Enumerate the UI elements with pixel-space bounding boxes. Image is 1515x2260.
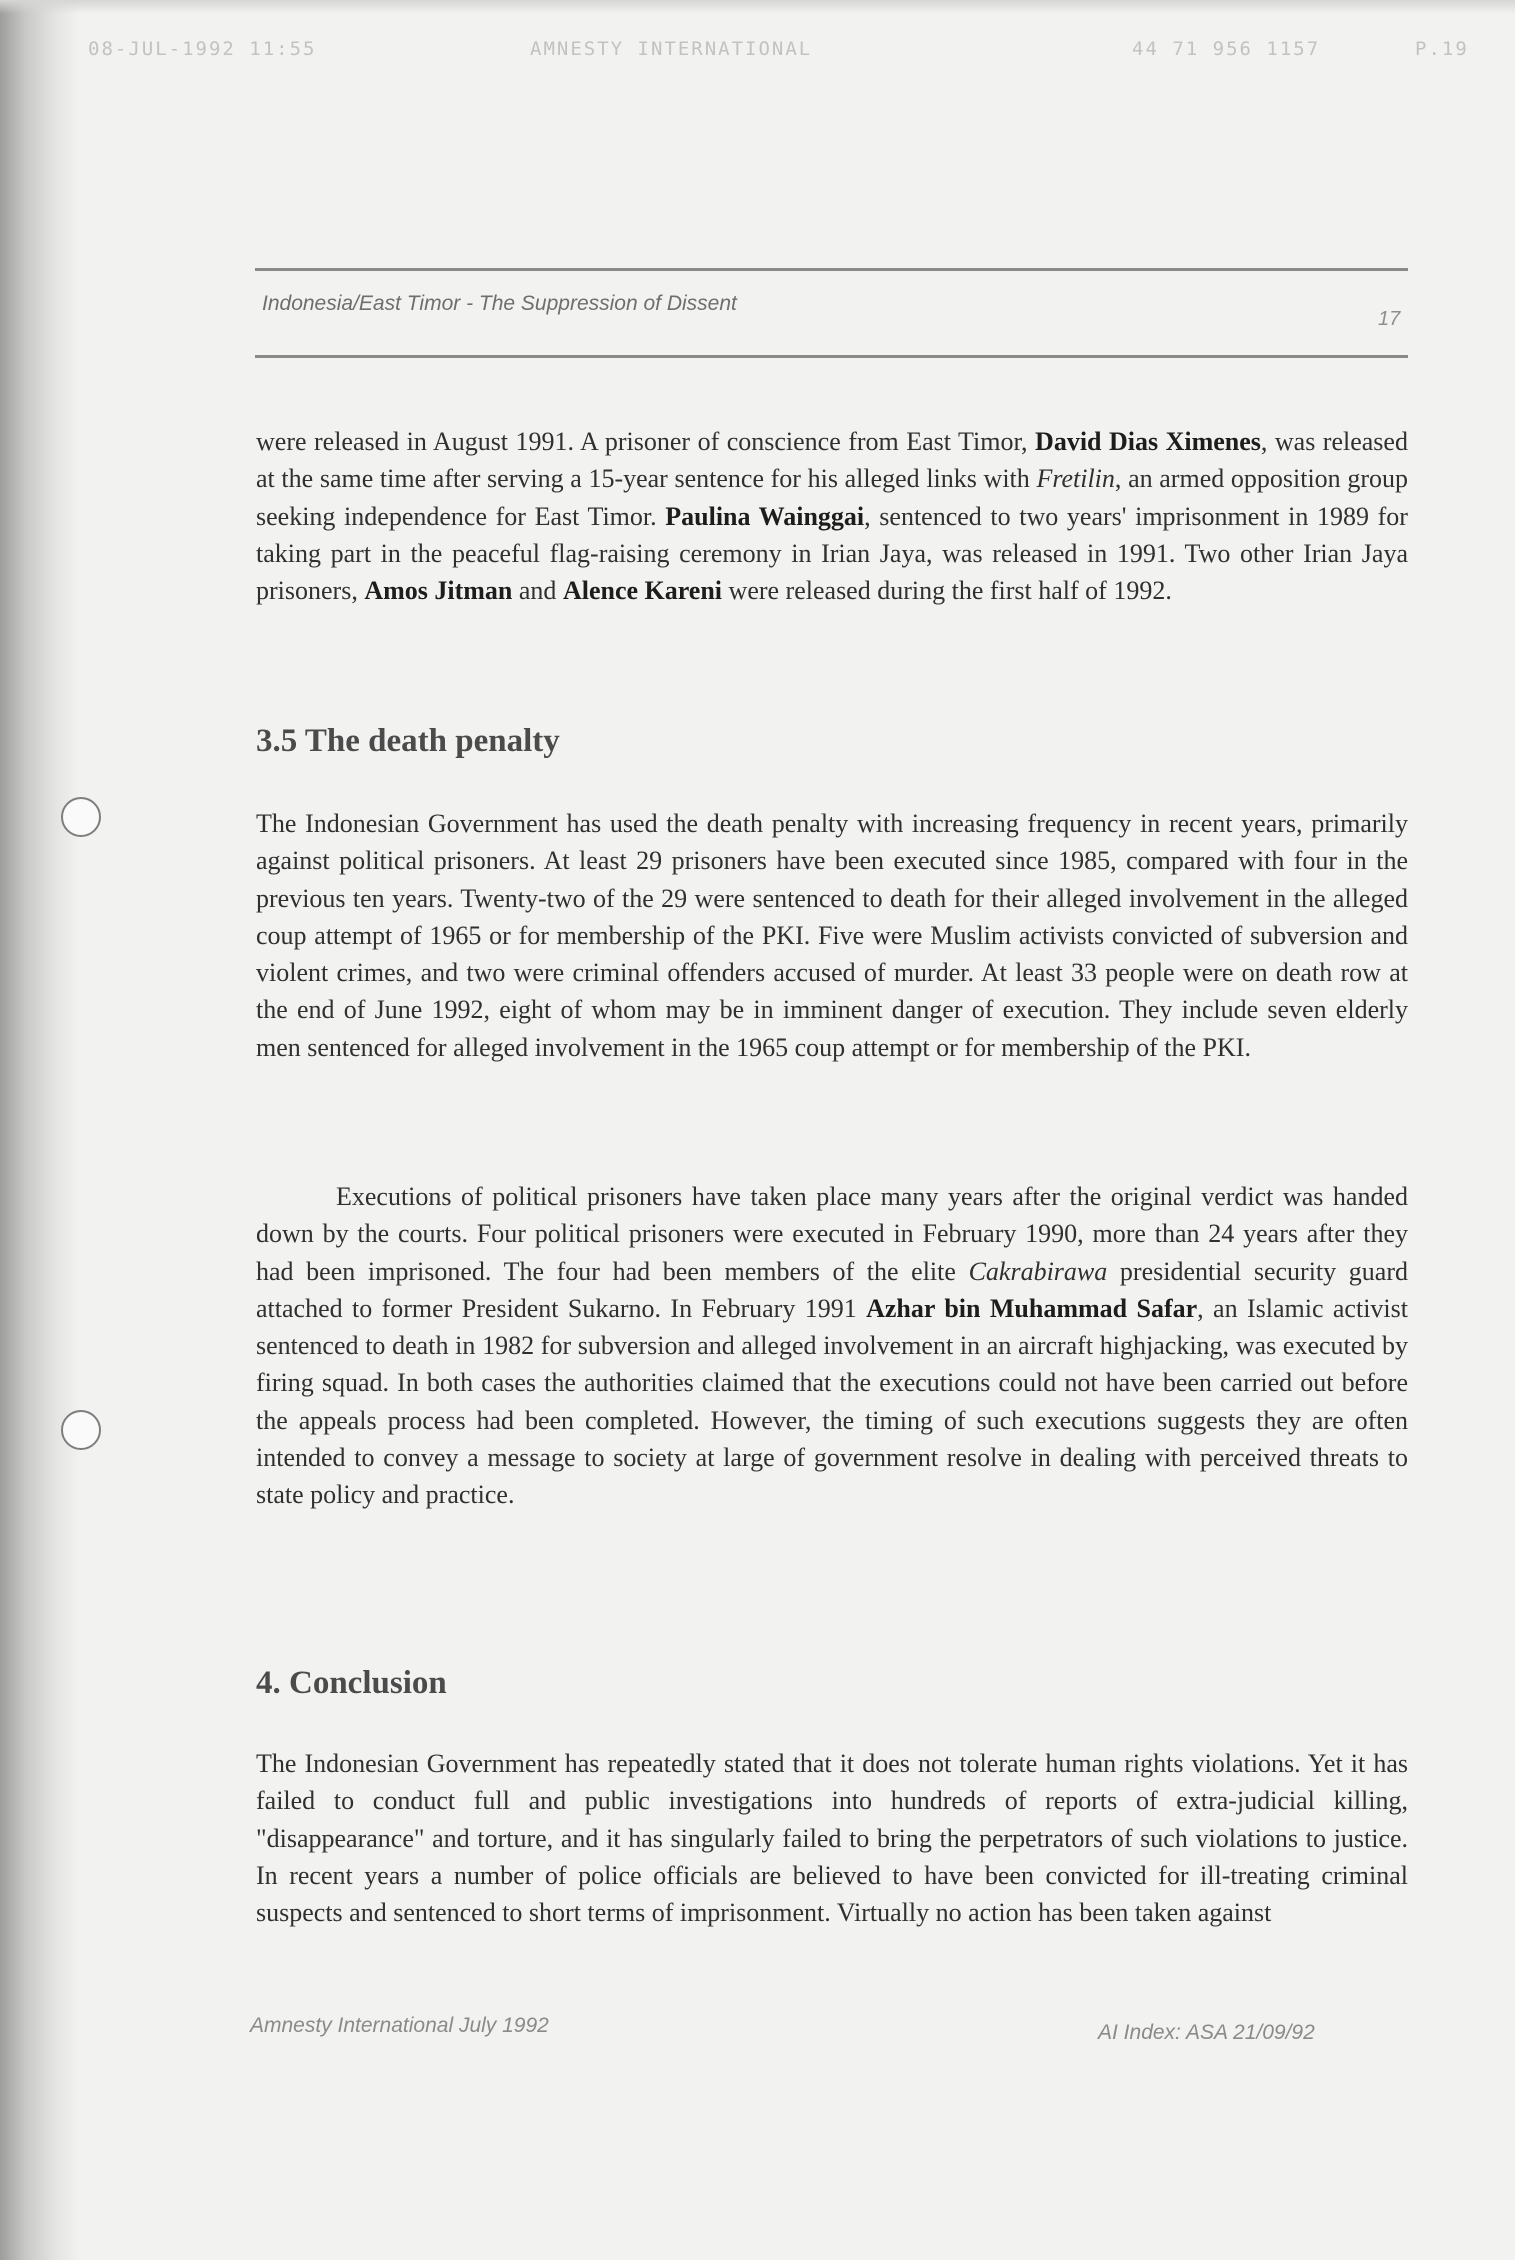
conclusion-paragraph: The Indonesian Government has repeatedly stated that it does not tolerate human rights violations. Yet it has failed to conduct full and public investigations into hundreds of reports of extra-judicial killing, "disappearance" and torture, and it has singularly failed to bring the perpetrators of such violations to justice. In recent years a number of police officials are believed to have been convicted for ill-treating criminal suspects and sentenced to short terms of imprisonment. Virtually no action has been taken against: [256, 1749, 1408, 1928]
text-run: , was released at the same time after serving a 15-year sentence for his alleged links with: [256, 427, 1408, 494]
prisoner-name: David Dias Ximenes: [1035, 427, 1261, 456]
text-run: were released during the first half of 1992.: [722, 576, 1172, 606]
footer-index: AI Index: ASA 21/09/92: [1098, 2021, 1315, 2044]
scanner-edge-shadow: [0, 0, 80, 2260]
punch-hole: [61, 1410, 101, 1450]
page-number: 17: [1378, 308, 1401, 330]
footer-publisher: Amnesty International July 1992: [250, 2014, 549, 2037]
section-heading-conclusion: 4. Conclusion: [256, 1665, 447, 1701]
text-run: , sentenced to two years' imprisonment in 1989 for taking part in the peaceful flag-raising ceremony in Irian Jaya, was released in 1991. Two other Irian Jaya prisoners,: [256, 501, 1408, 606]
prisoner-name: Azhar bin Muhammad Safar: [866, 1293, 1198, 1323]
fax-phone-number: 44 71 956 1157: [1132, 38, 1321, 60]
organization-name: Fretilin: [1036, 464, 1115, 494]
death-penalty-paragraph-2: [256, 1178, 1408, 1514]
intro-paragraph: [256, 423, 1408, 609]
death-penalty-paragraph-1: The Indonesian Government has used the death penalty with increasing frequency in recent years, primarily against political prisoners. At least 29 prisoners have been executed since 1985, compared with four in the previous ten years. Twenty-two of the 29 were sentenced to death for their alleged involvement in the alleged coup attempt of 1965 or for membership of the PKI. Five were Muslim activists convicted of subversion and violent crimes, and two were criminal offenders accused of murder. At least 33 people were on death row at the end of June 1992, eight of whom may be in imminent danger of execution. They include seven elderly men sentenced for alleged involvement in the 1965 coup attempt or for membership of the PKI.: [256, 809, 1408, 1062]
text-run: and: [512, 576, 563, 606]
fax-transmission-header: [0, 38, 1515, 68]
header-rule-bottom: [255, 355, 1408, 358]
prisoner-name: Alence Kareni: [562, 576, 723, 606]
text-run: Executions of political prisoners have taken place many years after the original verdict was handed down by the courts. Four political prisoners were executed in February 1990, more than 24 years after they had been imprisoned. The four had been members of the elite: [256, 1182, 1408, 1286]
unit-name: Cakrabirawa: [968, 1256, 1108, 1286]
fax-page-number: P.19: [1415, 38, 1469, 60]
prisoner-name: Paulina Wainggai: [665, 501, 865, 531]
header-rule-top: [255, 268, 1408, 271]
scanner-top-shadow: [0, 0, 1515, 14]
running-head-title: Indonesia/East Timor - The Suppression of Dissent: [262, 292, 737, 315]
fax-sender: AMNESTY INTERNATIONAL: [530, 38, 813, 60]
text-run: presidential security guard attached to former President Sukarno. In February 1991: [256, 1256, 1408, 1323]
text-run: , an Islamic activist sentenced to death in 1982 for subversion and alleged involvement in an aircraft highjacking, was executed by firing squad. In both cases the authorities claimed that the executions could not have been carried out before the appeals process had been completed. However, the timing of such executions suggests they are often intended to convey a message to society at large of government resolve in dealing with perceived threats to state policy and practice.: [256, 1293, 1408, 1510]
punch-hole: [61, 797, 101, 837]
section-heading-death-penalty: 3.5 The death penalty: [256, 723, 560, 759]
text-run: , an armed opposition group seeking independence for East Timor.: [256, 464, 1408, 531]
prisoner-name: Amos Jitman: [364, 576, 513, 606]
text-run: were released in August 1991. A prisoner of conscience from East Timor,: [256, 427, 1036, 456]
fax-date-time: 08-JUL-1992 11:55: [88, 38, 317, 60]
